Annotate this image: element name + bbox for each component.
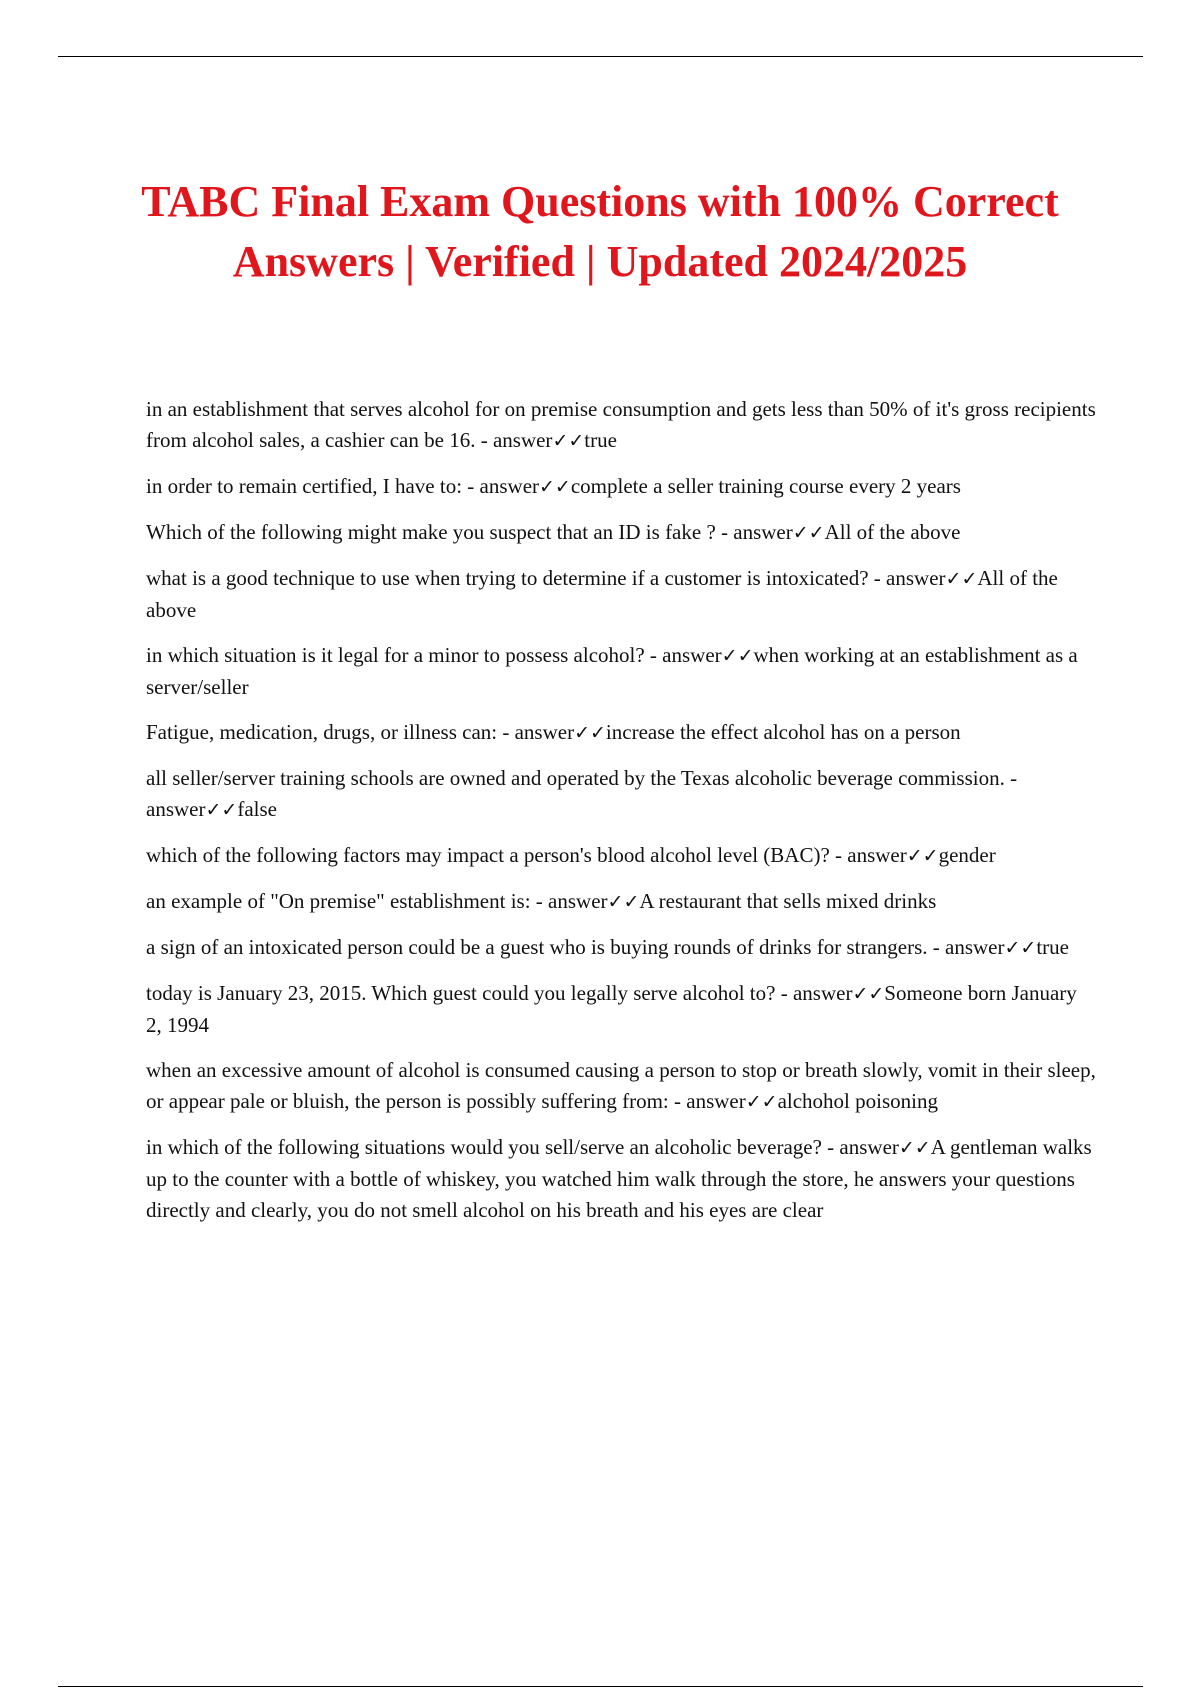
answer-label: answer [847,843,907,867]
answer-label: answer [492,428,553,452]
qa-item [146,517,1096,549]
question-text: all seller/server training schools are owned and operated by the Texas alcoholic beverage commission. - [146,766,1018,790]
double-check-icon: ✓✓ [574,722,606,744]
answer-label: answer [662,643,722,667]
answer-text: false [237,797,277,821]
answer-text: All of the above [146,566,1058,622]
question-text: a sign of an intoxicated person could be a guest who is buying rounds of drinks for strangers. - [146,935,940,959]
double-check-icon: ✓✓ [745,1091,778,1113]
question-text: in order to remain certified, I have to: - [146,474,475,498]
double-check-icon: ✓✓ [607,891,640,913]
question-text: in which situation is it legal for a minor to possess alcohol? - [146,643,657,667]
answer-text: A restaurant that sells mixed drinks [639,889,937,913]
answer-text: A gentleman walks up to the counter with a bottle of whiskey, you watched him walk through the store, he answers your questions directly and clearly, you do not smell alcohol on his breath and his eyes are clear [146,1135,1092,1222]
qa-item [146,394,1096,457]
answer-label: answer [686,1089,746,1113]
answer-text: alchohol poisoning [777,1089,938,1113]
double-check-icon: ✓✓ [852,983,885,1005]
qa-item [146,763,1096,826]
question-text: Fatigue, medication, drugs, or illness can: - [146,720,510,744]
answer-text: All of the above [824,520,961,544]
qa-item [146,640,1096,703]
double-check-icon: ✓✓ [552,430,585,452]
double-check-icon: ✓✓ [898,1137,931,1159]
question-text: when an excessive amount of alcohol is consumed causing a person to stop or breath slowly, vomit in their sleep, or appear pale or bluish, the person is possibly suffering from: - [146,1058,1096,1113]
answer-label: answer [733,520,793,544]
answer-label: answer [839,1135,899,1159]
answer-label: answer [945,935,1005,959]
qa-item [146,886,1096,918]
question-text: which of the following factors may impact a person's blood alcohol level (BAC)? - [146,843,843,867]
double-check-icon: ✓✓ [1004,937,1037,959]
answer-label: answer [514,720,575,744]
qa-item [146,1055,1096,1118]
answer-label: answer [479,474,540,498]
double-check-icon: ✓✓ [945,568,978,590]
double-check-icon: ✓✓ [906,845,939,867]
qa-item [146,932,1096,964]
qa-item [146,563,1096,626]
bottom-rule [58,1686,1143,1687]
answer-text: when working at an establishment as a server/seller [146,643,1078,699]
question-text: an example of "On premise" establishment is: - [146,889,543,913]
question-text: Which of the following might make you suspect that an ID is fake ? - [146,520,729,544]
answer-label: answer [792,981,853,1005]
answer-text: gender [938,843,996,867]
qa-item [146,717,1096,749]
page-title: TABC Final Exam Questions with 100% Correct Answers | Verified | Updated 2024/2025 [141,177,1059,286]
question-text: in an establishment that serves alcohol for on premise consumption and gets less than 50% of it's gross recipients from alcohol sales, a cashier can be 16. - [146,397,1096,452]
answer-label: answer [886,566,946,590]
qa-item [146,840,1096,872]
question-text: what is a good technique to use when trying to determine if a customer is intoxicated? - [146,566,881,590]
answer-text: true [1036,935,1069,959]
double-check-icon: ✓✓ [205,799,238,821]
answer-label: answer [548,889,608,913]
answer-text: increase the effect alcohol has on a person [605,720,961,744]
answer-text: complete a seller training course every 2 years [570,474,961,498]
double-check-icon: ✓✓ [539,476,571,498]
answer-text: Someone born January 2, 1994 [146,981,1077,1037]
double-check-icon: ✓✓ [792,522,825,544]
answer-text: true [584,428,617,452]
qa-item [146,978,1096,1041]
top-rule [58,56,1143,57]
answer-label: answer [146,797,206,821]
question-text: today is January 23, 2015. Which guest could you legally serve alcohol to? - [146,981,788,1005]
question-text: in which of the following situations would you sell/serve an alcoholic beverage? - [146,1135,835,1159]
qa-item [146,1132,1096,1226]
qa-item [146,471,1096,503]
qa-list [146,394,1096,1240]
double-check-icon: ✓✓ [721,645,754,667]
